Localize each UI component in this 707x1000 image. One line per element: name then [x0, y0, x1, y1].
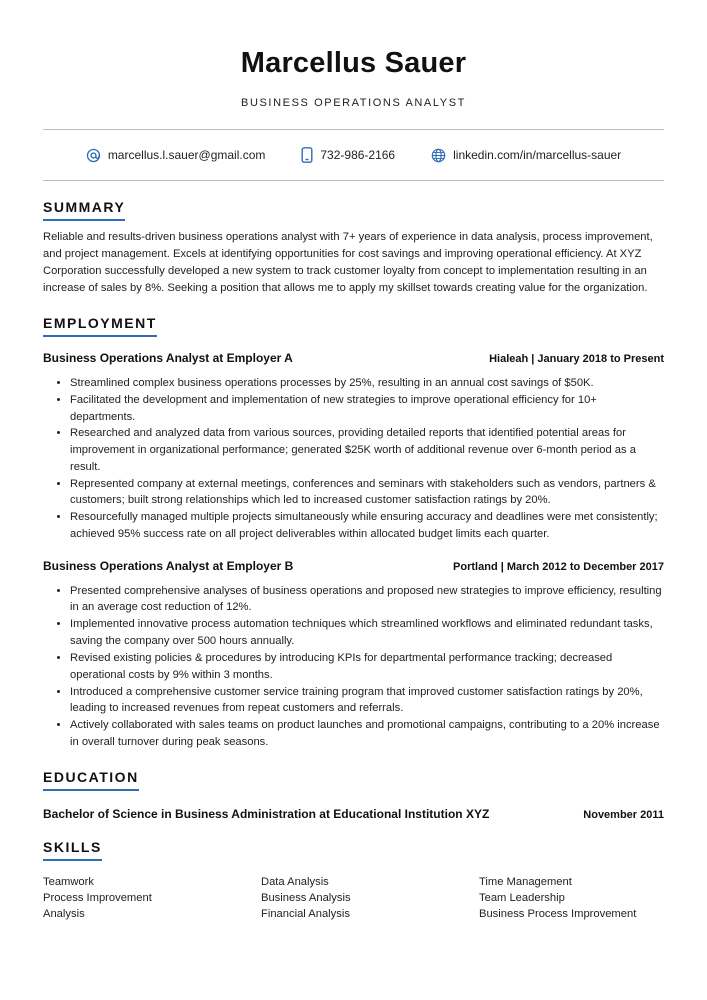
list-item: • Resourcefully managed multiple projects simultaneously while ensuring accuracy and deadlines were met consistently; achieved 95% success rate on all project deliverables within allocated budget limits each quarter. [70, 509, 664, 542]
skills-heading: SKILLS [43, 839, 102, 861]
skills-section [43, 821, 664, 922]
list-item: • Introduced a comprehensive customer service training program that improved customer satisfaction ratings by 20%, leading to increased revenues from repeat customers and referrals. [70, 684, 664, 717]
skill-item: Time Management [479, 875, 572, 888]
employment-heading: EMPLOYMENT [43, 315, 157, 337]
skill-item: Team Leadership [479, 891, 565, 904]
list-item: • Implemented innovative process automation techniques which streamlined workflows and eliminated redundant tasks, saving the company over 500 hours annually. [70, 616, 664, 649]
education-heading: EDUCATION [43, 769, 139, 791]
skill-item: Business Process Improvement [479, 907, 637, 920]
job-location-dates: Portland | March 2012 to December 2017 [453, 560, 664, 573]
contact-email-text: marcellus.l.sauer@gmail.com [107, 148, 266, 162]
candidate-name: Marcellus Sauer [240, 47, 467, 79]
list-item: • Researched and analyzed data from various sources, providing detailed reports that identified potential areas for improvement in organizational performance; generated $25K worth of additional revenue over 6-month period as a result. [70, 425, 664, 475]
job-location-dates: Hialeah | January 2018 to Present [489, 353, 664, 365]
skill-item: Financial Analysis [261, 907, 350, 920]
list-item: • Facilitated the development and implementation of new strategies to improve operational efficiency for 10+ departments. [70, 392, 664, 425]
job-title: Business Operations Analyst at Employer B [43, 558, 294, 573]
skill-item: Analysis [43, 907, 85, 920]
at-icon [86, 148, 101, 163]
skills-column [261, 874, 479, 922]
contact-bar [43, 130, 664, 180]
skill-item: Data Analysis [261, 875, 329, 888]
education-section [43, 751, 664, 821]
list-item: • Represented company at external meetings, conferences and seminars with stakeholders such as vendors, partners & customers; built strong relationships which led to increased customer satisfaction ratings by 20%. [70, 476, 664, 509]
skills-column [479, 874, 664, 922]
contact-linkedin-text: linkedin.com/in/marcellus-sauer [453, 148, 622, 162]
summary-heading: SUMMARY [43, 199, 125, 221]
candidate-title: BUSINESS OPERATIONS ANALYST [241, 97, 466, 109]
graduation-date: November 2011 [583, 808, 664, 821]
phone-icon [301, 147, 313, 163]
contact-phone[interactable] [301, 147, 395, 163]
summary-section [43, 181, 664, 297]
job-entry [43, 351, 664, 543]
employment-section [43, 297, 664, 751]
job-bullets [43, 583, 664, 751]
skill-item: Business Analysis [261, 891, 351, 904]
globe-icon [431, 148, 446, 163]
list-item: • Streamlined complex business operations processes by 25%, resulting in an annual cost savings of $50K. [70, 375, 664, 392]
skills-grid [43, 874, 664, 922]
contact-linkedin[interactable] [431, 148, 621, 163]
list-item: • Revised existing policies & procedures by introducing KPIs for departmental performance tracking; decreased operational costs by 9% within 3 months. [70, 650, 664, 683]
list-item: • Actively collaborated with sales teams on product launches and promotional campaigns, contributing to a 20% increase in overall turnover during peak seasons. [70, 717, 664, 750]
contact-email[interactable] [86, 148, 266, 163]
skill-item: Process Improvement [43, 891, 152, 904]
degree-title: Bachelor of Science in Business Administration at Educational Institution XYZ [43, 806, 490, 821]
list-item: • Presented comprehensive analyses of business operations and proposed new strategies to improve efficiency, resulting in an average cost reduction of 12%. [70, 583, 664, 616]
summary-text: Reliable and results-driven business operations analyst with 7+ years of experience in data analysis, process improvement, and project management. Excels at identifying opportunities for cost savings and improving operational efficiency. At XYZ Corporation successfully developed a new system to track customer loyalty from concept to implementation resulting in an increase of sales by 8%. Seeking a position that allows me to apply my skillset towards creating value for the organization. [43, 231, 653, 294]
skills-column [43, 874, 261, 922]
job-title: Business Operations Analyst at Employer A [43, 351, 293, 365]
skill-item: Teamwork [43, 875, 94, 888]
job-bullets [43, 375, 664, 543]
contact-phone-text: 732-986-2166 [320, 148, 396, 162]
job-entry [43, 559, 664, 751]
